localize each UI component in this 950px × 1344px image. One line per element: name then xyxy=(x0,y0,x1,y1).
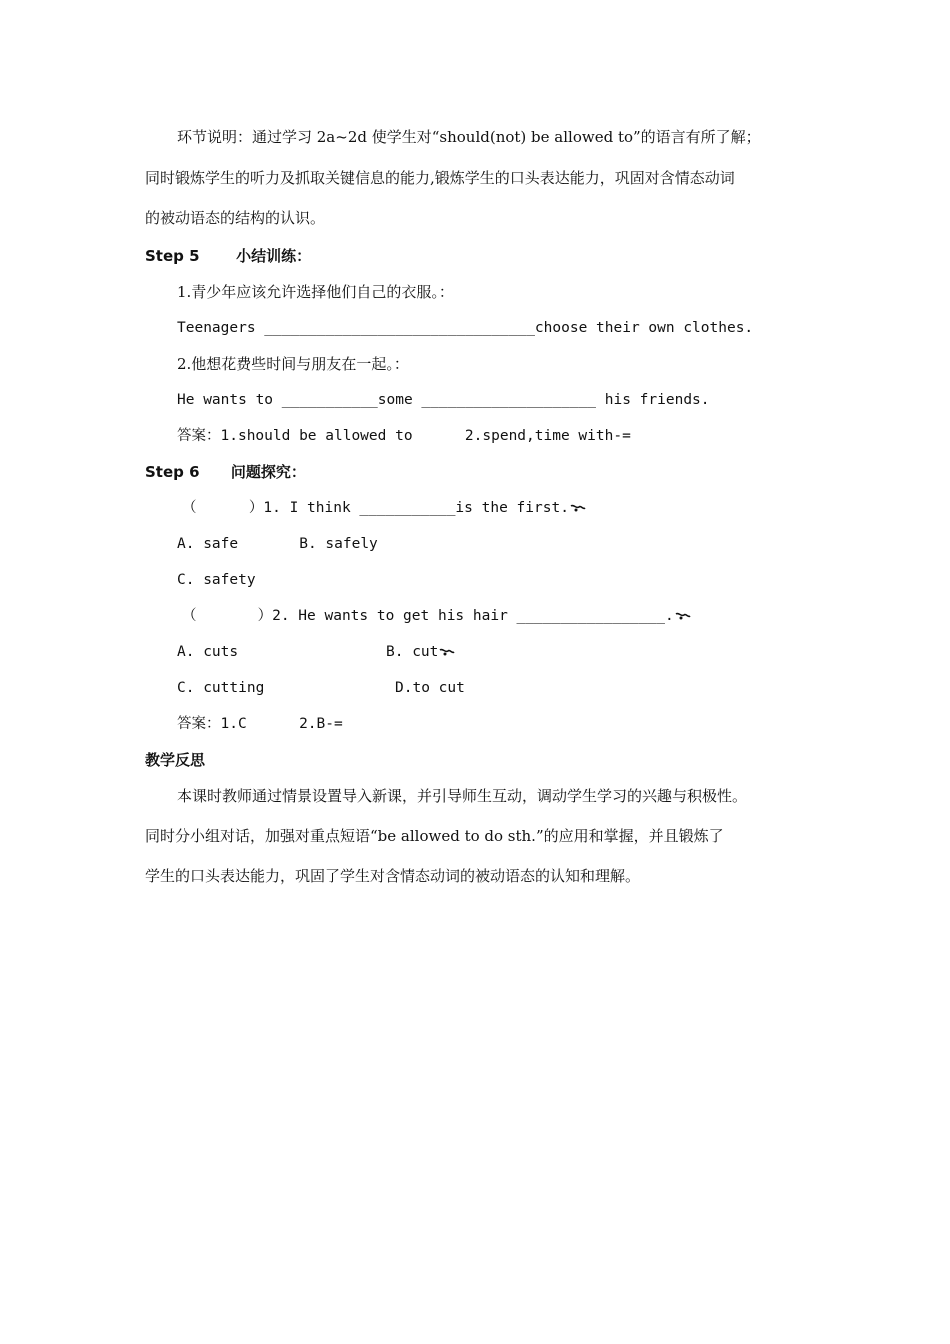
section-note-line-1: 环节说明：通过学习 2a~2d 使学生对“should(not) be allowed to”的语言有所了解； xyxy=(177,128,761,146)
step6-question-2-option-c: C. cutting xyxy=(177,680,265,696)
step6-question-1-options-ab: A. safe B. safely xyxy=(177,536,378,552)
step6-question-2-option-a: A. cuts xyxy=(177,644,239,660)
step6-question-2-text: （ ）2. He wants to get his hair _________________. xyxy=(182,608,674,624)
step5-answer: 答案：1.should be allowed to 2.spend,time with-= xyxy=(177,428,631,444)
step6-question-2 xyxy=(182,606,691,626)
section-note-line-2: 同时锻炼学生的听力及抓取关键信息的能力,锻炼学生的口头表达能力，巩固对含情态动词 xyxy=(145,169,735,187)
step6-question-1-option-c: C. safety xyxy=(177,572,256,588)
step5-heading: Step 5 小结训练： xyxy=(145,247,312,265)
step6-question-2-option-d: D.to cut xyxy=(395,680,465,696)
step5-question-2-chinese: 2.他想花费些时间与朋友在一起。： xyxy=(177,355,409,373)
scribble-mark-icon xyxy=(439,647,455,657)
reflection-heading: 教学反思 xyxy=(145,751,206,769)
step6-question-1-text: （ ）1. I think ___________is the first. xyxy=(182,500,569,516)
reflection-line-3: 学生的口头表达能力，巩固了学生对含情态动词的被动语态的认知和理解。 xyxy=(145,867,641,885)
scribble-mark-icon xyxy=(570,503,586,513)
step6-question-1 xyxy=(182,498,586,518)
step5-question-1-chinese: 1.青少年应该允许选择他们自己的衣服。： xyxy=(177,283,454,301)
step5-question-2-english: He wants to ___________some ____________________ his friends. xyxy=(177,392,710,408)
step6-heading: Step 6 问题探究： xyxy=(145,463,306,481)
scribble-mark-icon xyxy=(675,611,691,621)
step5-question-1-english: Teenagers _______________________________choose their own clothes. xyxy=(177,320,754,336)
reflection-line-2: 同时分小组对话，加强对重点短语“be allowed to do sth.”的应用和掌握，并且锻炼了 xyxy=(145,827,724,845)
step6-question-2-option-b xyxy=(386,642,455,662)
step6-answer: 答案：1.C 2.B-= xyxy=(177,716,343,732)
step6-question-2-option-b-text: B. cut xyxy=(386,644,439,660)
reflection-line-1: 本课时教师通过情景设置导入新课，并引导师生互动，调动学生学习的兴趣与积极性。 xyxy=(177,787,748,805)
section-note-line-3: 的被动语态的结构的认识。 xyxy=(145,209,326,227)
